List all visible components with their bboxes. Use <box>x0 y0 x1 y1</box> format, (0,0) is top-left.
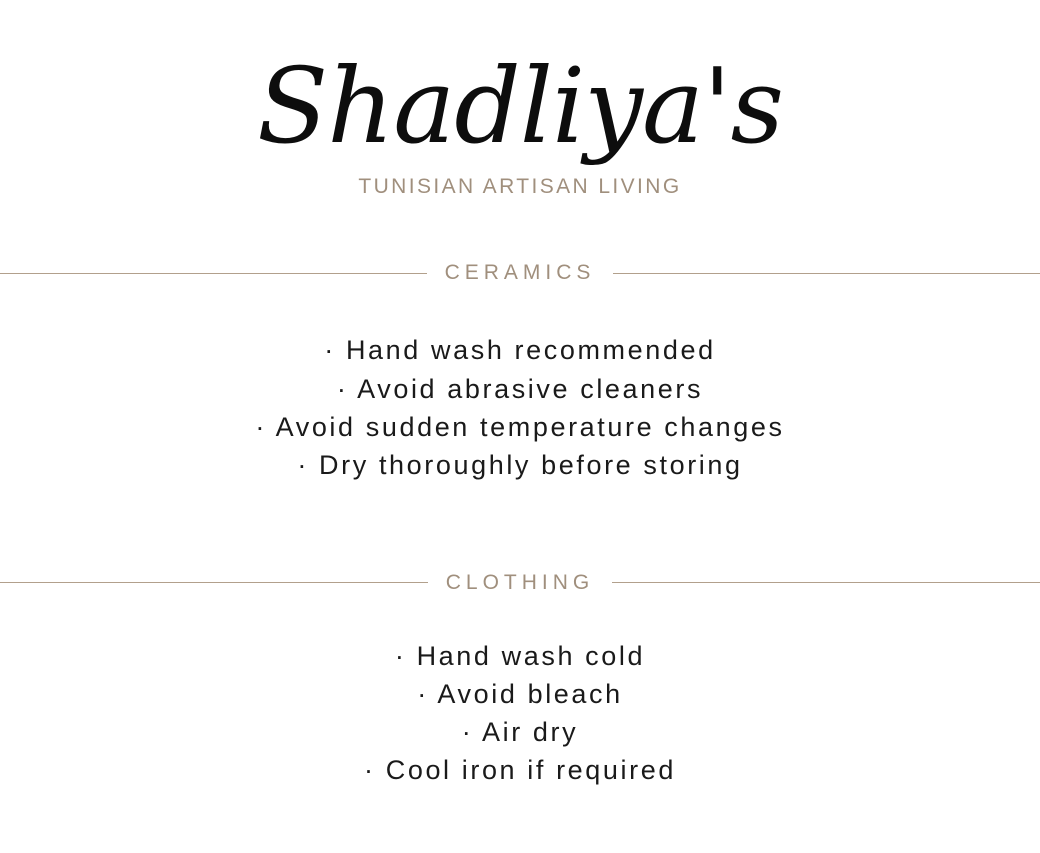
divider-line-left <box>0 273 427 274</box>
section-heading-clothing <box>0 571 1040 595</box>
care-list-clothing <box>0 637 1040 790</box>
list-item: · Avoid sudden temperature changes <box>255 411 785 442</box>
divider-line-right <box>613 273 1040 274</box>
brand-tagline: TUNISIAN ARTISAN LIVING <box>358 175 682 199</box>
section-heading-ceramics <box>0 261 1040 285</box>
divider-line-right <box>612 582 1040 583</box>
list-item: · Air dry <box>461 717 579 748</box>
list-item: · Avoid bleach <box>417 678 623 709</box>
section-spacer <box>0 485 1040 571</box>
brand-wordmark: Shadliya's <box>256 45 784 167</box>
section-label-clothing: CLOTHING <box>445 570 595 594</box>
list-item: · Hand wash cold <box>394 640 646 671</box>
divider-line-left <box>0 582 428 583</box>
list-item: · Hand wash recommended <box>324 335 716 366</box>
list-item: · Avoid abrasive cleaners <box>336 373 704 404</box>
care-list-ceramics <box>0 331 1040 484</box>
brand-block <box>0 0 1040 199</box>
list-item: · Dry thoroughly before storing <box>297 450 743 481</box>
section-label-ceramics: CERAMICS <box>444 261 596 285</box>
list-item: · Cool iron if required <box>364 755 676 786</box>
